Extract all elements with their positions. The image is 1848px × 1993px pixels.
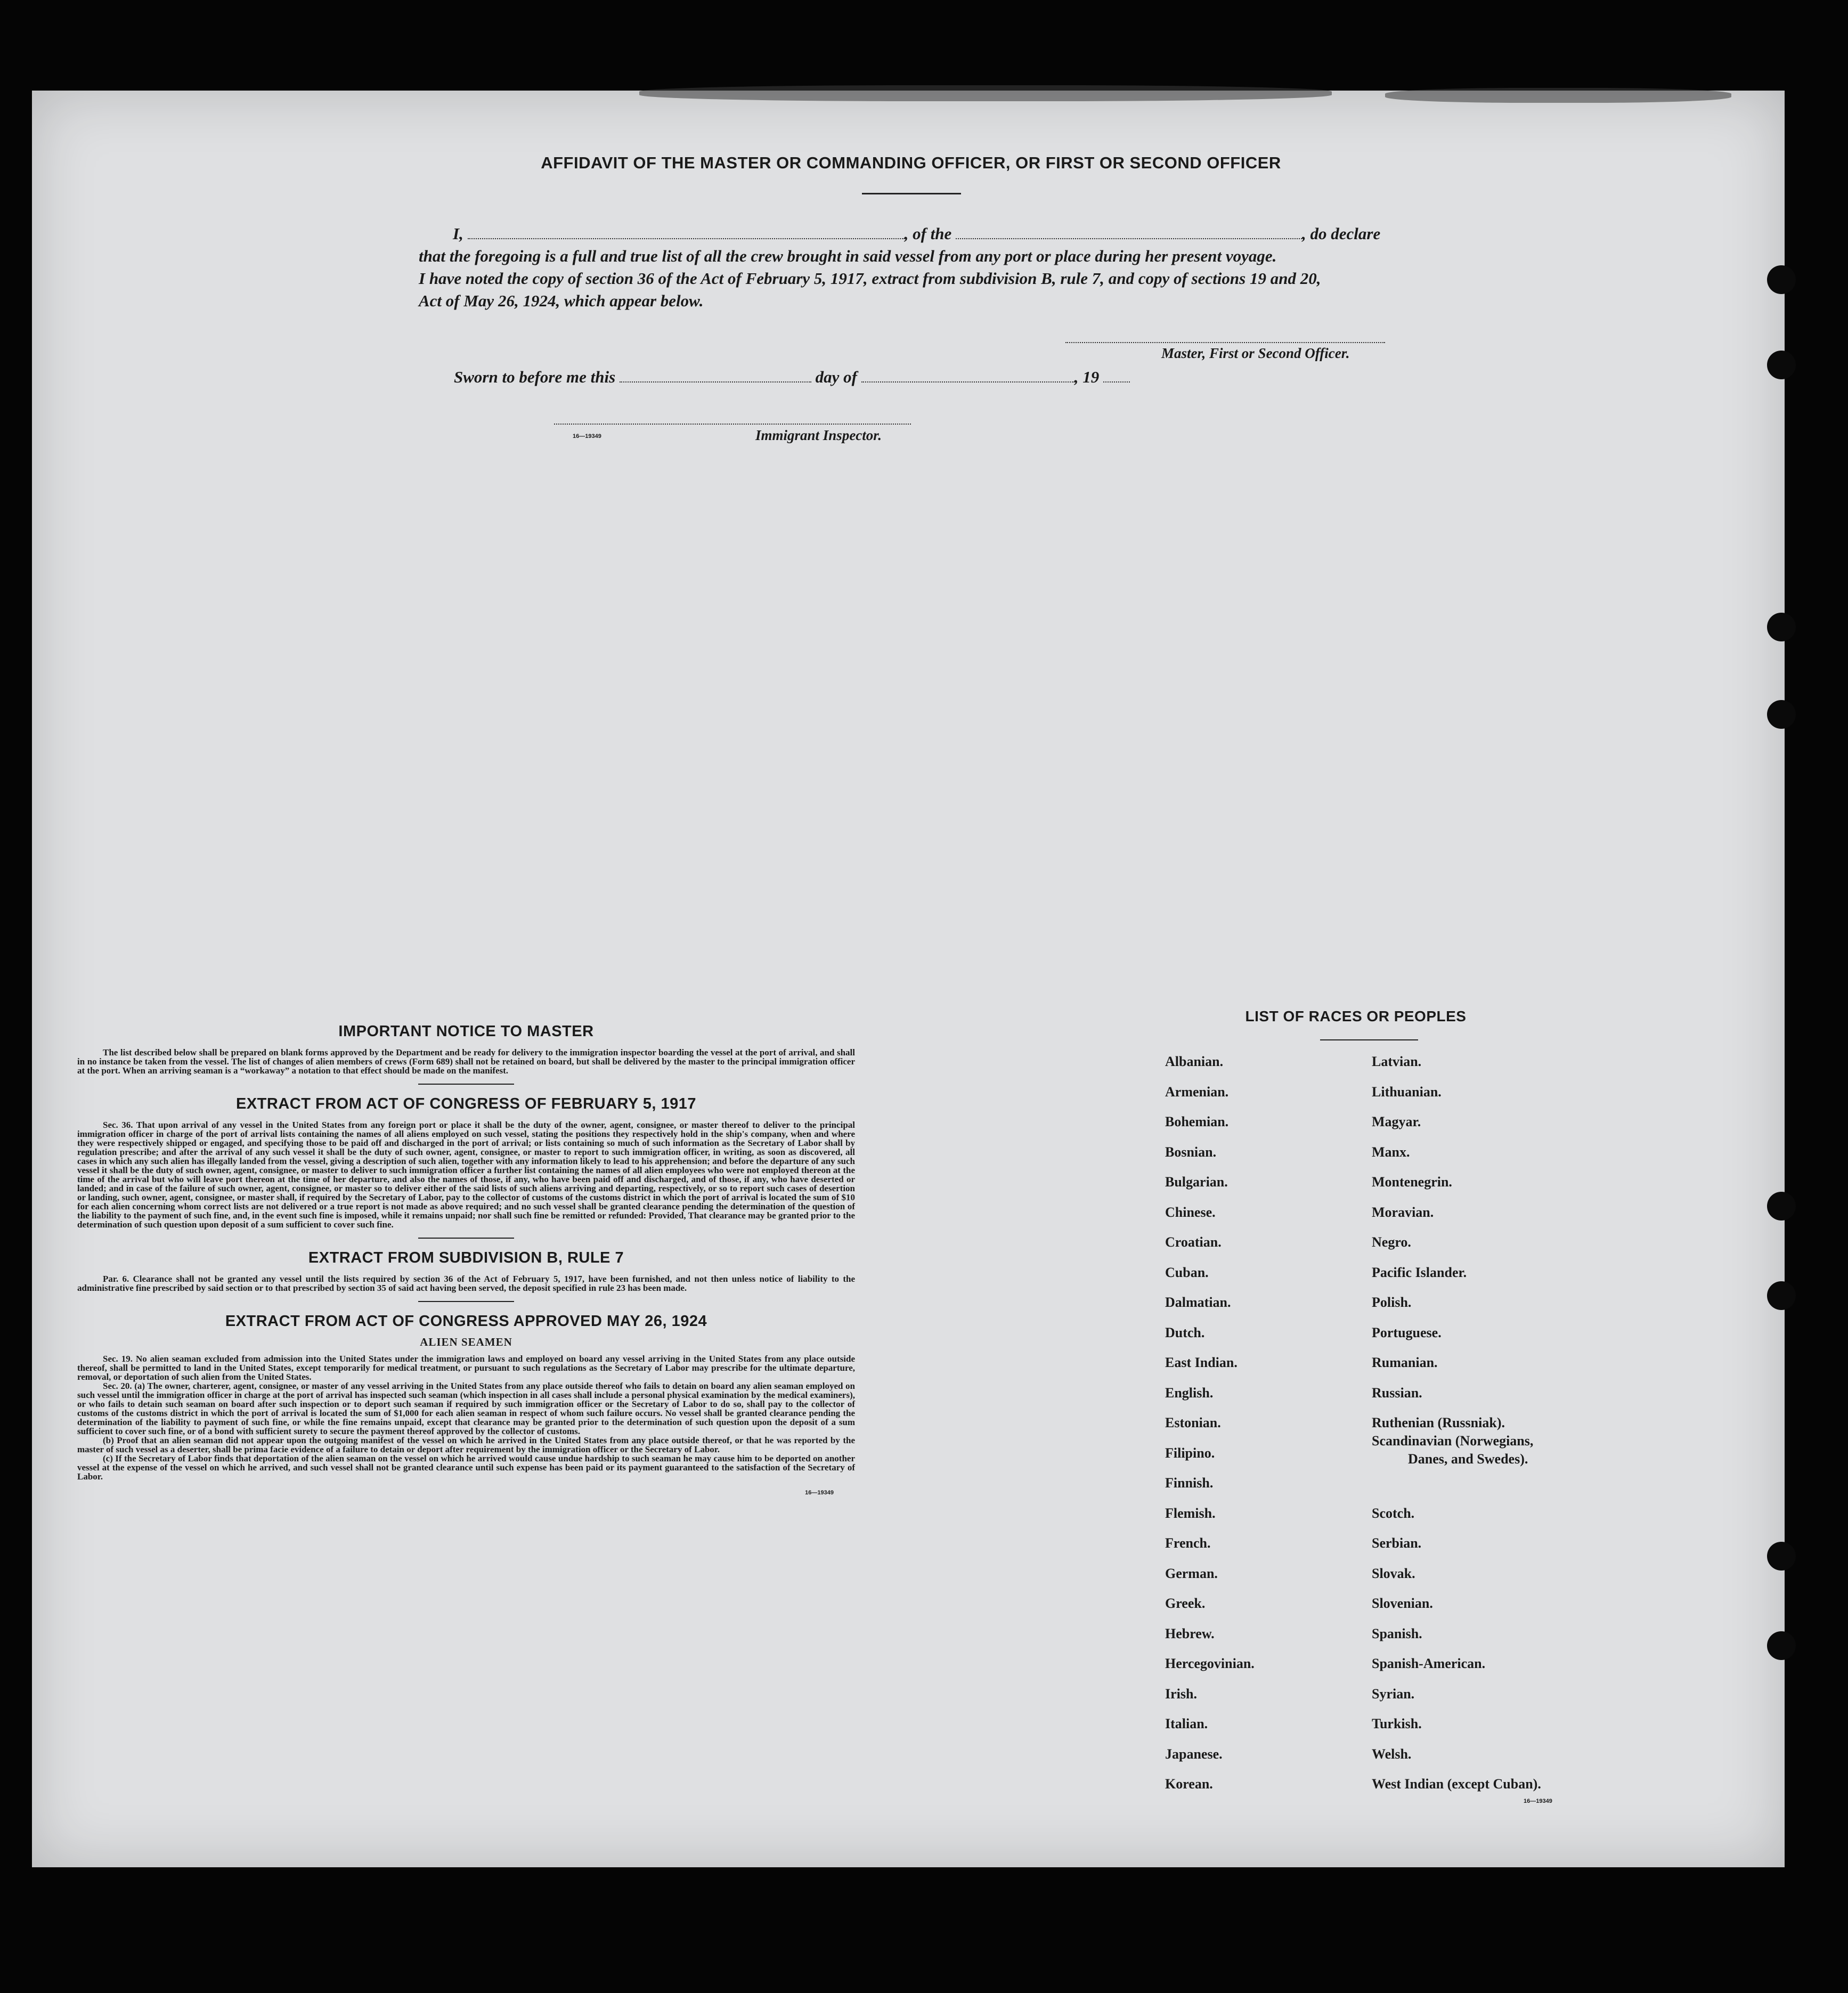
notice-paragraph: The list described below shall be prepared on blank forms approved by the Department and be ready for delivery to the immigration inspector boarding the vessel at the port of arrival, and shall in no instance be taken from the vessel. The list of changes of alien members of crews (Form 689) shall not be retained on board, but shall be delivered by the master to the principal immigration officer at the port. When an arriving seaman is a “workaway” a notation to that effect should be made on the manifest.: [77, 1047, 855, 1076]
race-item: Cuban.: [1165, 1265, 1209, 1280]
race-item: English.: [1165, 1385, 1214, 1401]
act-1924-subheading: ALIEN SEAMEN: [420, 1336, 512, 1348]
race-item: Turkish.: [1372, 1716, 1422, 1731]
act-1917-heading: EXTRACT FROM ACT OF CONGRESS OF FEBRUARY 5, 1917: [235, 1095, 697, 1112]
race-item: Armenian.: [1165, 1084, 1229, 1100]
race-item: Manx.: [1372, 1144, 1410, 1160]
race-item: Latvian.: [1372, 1054, 1422, 1069]
rule7-paragraph: Par. 6. Clearance shall not be granted any vessel until the lists required by section 36 of the Act of February 5, 1917, have been furnished, and not then unless notice of liability to the administrative fine prescribed by said section or to that prescribed by section 35 of said act having been served, the deposit specified in rule 23 has been made.: [77, 1274, 855, 1293]
punch-hole: [1767, 1281, 1796, 1310]
race-item: Albanian.: [1165, 1054, 1224, 1069]
race-item: Irish.: [1165, 1686, 1197, 1702]
race-item: Croatian.: [1165, 1234, 1222, 1250]
master-signature-label: Master, First or Second Officer.: [1161, 345, 1350, 361]
race-item: West Indian (except Cuban).: [1372, 1776, 1541, 1792]
race-item: Bulgarian.: [1165, 1174, 1228, 1190]
races-divider: [1320, 1039, 1418, 1040]
race-item: Polish.: [1372, 1295, 1412, 1310]
master-signature-line[interactable]: [1065, 342, 1385, 343]
form-number: 16—19349: [805, 1490, 834, 1496]
section-divider: [418, 1301, 514, 1302]
race-item: Hebrew.: [1165, 1626, 1215, 1641]
sworn-year-field[interactable]: [1103, 368, 1130, 383]
race-item: Greek.: [1165, 1596, 1206, 1611]
punch-hole: [1767, 1192, 1796, 1221]
race-item: Spanish.: [1372, 1626, 1422, 1641]
race-item: Finnish.: [1165, 1475, 1214, 1491]
race-item: Slovenian.: [1372, 1596, 1433, 1611]
race-item: Flemish.: [1165, 1506, 1216, 1521]
race-item: Italian.: [1165, 1716, 1208, 1731]
race-item: Chinese.: [1165, 1205, 1216, 1220]
form-number: 16—19349: [573, 433, 601, 440]
race-item: Bohemian.: [1165, 1114, 1229, 1129]
section-divider: [418, 1238, 514, 1239]
sec20b-paragraph: (b) Proof that an alien seaman did not appear upon the outgoing manifest of the vessel on which he arrived in the United States from any place outside thereof, or that he was reported by the master of such vessel as a deserter, shall be prima facie evidence of a failure to detain or deport after requirement by the immigration officer or the Secretary of Labor.: [77, 1435, 855, 1454]
inspector-signature-label: Immigrant Inspector.: [755, 427, 882, 443]
rule7-body: [77, 1274, 855, 1292]
notice-section: [77, 1023, 855, 1497]
sec20c-paragraph: (c) If the Secretary of Labor finds that deportation of the alien seaman on the vessel on which he arrived would cause undue hardship to such seaman he may cause him to be deported on another vessel at the expense of the vessel on which he arrived, and such vessel shall not be granted clearance until such expense has been paid or its payment guaranteed to the satisfaction of the Secretary of Labor.: [77, 1453, 855, 1482]
race-item: Negro.: [1372, 1234, 1411, 1250]
sec20a-paragraph: Sec. 20. (a) The owner, charterer, agent, consignee, or master of any vessel arriving in the United States from any place outside thereof who fails to detain on board any alien seaman employed on such vessel until the immigration officer in charge at the port of arrival has inspected such seaman (which inspection in all cases shall include a personal physical examination by the medical examiners), or who fails to detain such seaman on board after such inspection or to deport such seaman if required by such immigration officer or the Secretary of Labor to do so, shall pay to the collector of customs of the customs district in which the port of arrival is located the sum of $1,000 for each alien seaman in respect of whom such failure occurs. No vessel shall be granted clearance pending the determination of the liability to payment of such fine, or while the fine remains unpaid, except that clearance may be granted prior to the determination of such question upon the deposit of a sum sufficient to cover such fine, or of a bond with sufficient surety to secure the payment thereof approved by the collector of customs.: [77, 1381, 855, 1436]
race-item: Dutch.: [1165, 1325, 1205, 1340]
race-item: Russian.: [1372, 1385, 1422, 1401]
notice-body: [77, 1048, 855, 1075]
race-item: Slovak.: [1372, 1566, 1415, 1581]
race-item: Scotch.: [1372, 1506, 1415, 1521]
sworn-day-field[interactable]: [620, 368, 811, 383]
form-number: 16—19349: [1524, 1798, 1552, 1804]
vessel-field[interactable]: [956, 224, 1302, 239]
race-item: Japanese.: [1165, 1746, 1223, 1762]
race-item: French.: [1165, 1535, 1211, 1551]
affidavit-of-the: , of the: [904, 224, 952, 243]
act-1924-heading: EXTRACT FROM ACT OF CONGRESS APPROVED MAY 26, 1924: [225, 1313, 707, 1330]
affidavit-title: AFFIDAVIT OF THE MASTER OR COMMANDING OFFICER, OR FIRST OR SECOND OFFICER: [541, 153, 1281, 172]
race-item: East Indian.: [1165, 1355, 1238, 1370]
ink-smudge: [1385, 88, 1731, 103]
inspector-signature-line[interactable]: [554, 424, 911, 425]
act-1917-paragraph: Sec. 36. That upon arrival of any vessel in the United States from any foreign port or place it shall be the duty of the owner, agent, consignee, or master thereof to deliver to the principal immigration officer in charge of the port of arrival lists containing the names of all aliens employed on such vessel, stating the positions they respectively hold in the ship's company, when and where they were respectively shipped or engaged, and specifying those to be paid off and discharged in the port of arrival; or lists containing so much of such information as the Secretary of Labor shall by regulation prescribe; and after the arrival of any such vessel it shall be the duty of such owner, agent, consignee, or master to report to such immigration officer, in writing, as soon as discovered, all cases in which any such alien has illegally landed from the vessel, giving a description of such alien, together with any information likely to lead to his apprehension; and before the departure of any such vessel it shall be the duty of such owner, agent, consignee, or master to deliver to such immigration officer a further list containing the names of all alien employees who were not employed thereon at the time of the arrival but who will leave port thereon at the time of her departure, and also the names of those, if any, who have been paid off and discharged, and of those, if any, who have deserted or landed; and in case of the failure of such owner, agent, consignee, or master so to deliver either of the said lists of such aliens arriving and departing, respectively, or so to report such cases of desertion or landing, such owner, agent, consignee, or master shall, if required by the Secretary of Labor, pay to the collector of customs of the customs district in which the port of arrival is located the sum of $10 for each alien concerning whom correct lists are not delivered or a true report is not made as above required; and no such vessel shall be granted clearance pending the determination of the question of the liability to the payment of such fine, and, in the event such fine is imposed, while it remains unpaid; nor shall such fine be remitted or refunded: Provided, That clearance may be granted prior to the determination of such question upon deposit of a sum sufficient to cover such fine.: [77, 1120, 855, 1230]
race-item: German.: [1165, 1566, 1218, 1581]
race-item: Welsh.: [1372, 1746, 1412, 1762]
punch-hole: [1767, 351, 1796, 379]
notice-heading: IMPORTANT NOTICE TO MASTER: [338, 1023, 594, 1040]
affidavit-line-2: that the foregoing is a full and true list of all the crew brought in said vessel from any port or place during her present voyage.: [419, 247, 1277, 265]
affidavit-line-4: Act of May 26, 1924, which appear below.: [419, 291, 704, 310]
affidavit-text: [419, 223, 1410, 312]
race-item: Portuguese.: [1372, 1325, 1442, 1340]
affidavit-do-declare: , do declare: [1302, 224, 1381, 243]
race-item: Montenegrin.: [1372, 1174, 1452, 1190]
race-item: Scandinavian (Norwegians,: [1372, 1433, 1534, 1449]
punch-hole: [1767, 1631, 1796, 1660]
section-divider: [418, 1084, 514, 1085]
race-item: Korean.: [1165, 1776, 1213, 1792]
race-item: Estonian.: [1165, 1415, 1221, 1430]
race-item: Bosnian.: [1165, 1144, 1217, 1160]
sworn-line: [454, 368, 1200, 387]
race-item: Magyar.: [1372, 1114, 1421, 1129]
name-field[interactable]: [468, 224, 905, 239]
race-item: Filipino.: [1165, 1445, 1215, 1461]
document-page: [32, 91, 1785, 1867]
ink-smudge: [639, 85, 1332, 101]
race-item: Syrian.: [1372, 1686, 1415, 1702]
race-item: Serbian.: [1372, 1535, 1422, 1551]
race-item: Danes, and Swedes).: [1408, 1451, 1528, 1467]
race-item: Rumanian.: [1372, 1355, 1438, 1370]
race-item: Dalmatian.: [1165, 1295, 1231, 1310]
race-item: Pacific Islander.: [1372, 1265, 1467, 1280]
race-item: Spanish-American.: [1372, 1656, 1486, 1671]
sec19-paragraph: Sec. 19. No alien seaman excluded from admission into the United States under the immigration laws and employed on board any vessel arriving in the United States from any place outside thereof, shall be permitted to land in the United States, except temporarily for medical treatment, or pursuant to such regulations as the Secretary of Labor may prescribe for the ultimate departure, removal, or deportation of such alien from the United States.: [77, 1354, 855, 1382]
race-item: Lithuanian.: [1372, 1084, 1442, 1100]
affidavit-i: I,: [453, 224, 463, 243]
sworn-day-label: day of: [815, 368, 857, 386]
punch-hole: [1767, 265, 1796, 294]
title-divider: [862, 193, 961, 194]
punch-hole: [1767, 613, 1796, 641]
punch-hole: [1767, 1542, 1796, 1571]
punch-hole: [1767, 700, 1796, 729]
sworn-year-label: , 19: [1074, 368, 1100, 386]
races-title: LIST OF RACES OR PEOPLES: [1245, 1008, 1467, 1024]
race-item: Ruthenian (Russniak).: [1372, 1415, 1505, 1430]
sworn-prefix: Sworn to before me this: [454, 368, 616, 386]
sworn-month-field[interactable]: [861, 368, 1074, 383]
act-1924-body: [77, 1354, 855, 1481]
act-1917-body: [77, 1120, 855, 1229]
race-item: Hercegovinian.: [1165, 1656, 1255, 1671]
rule7-heading: EXTRACT FROM SUBDIVISION B, RULE 7: [308, 1249, 624, 1266]
race-item: Moravian.: [1372, 1205, 1434, 1220]
affidavit-line-3: I have noted the copy of section 36 of the Act of February 5, 1917, extract from subdivision B, rule 7, and copy of sections 19 and 20,: [419, 269, 1321, 288]
